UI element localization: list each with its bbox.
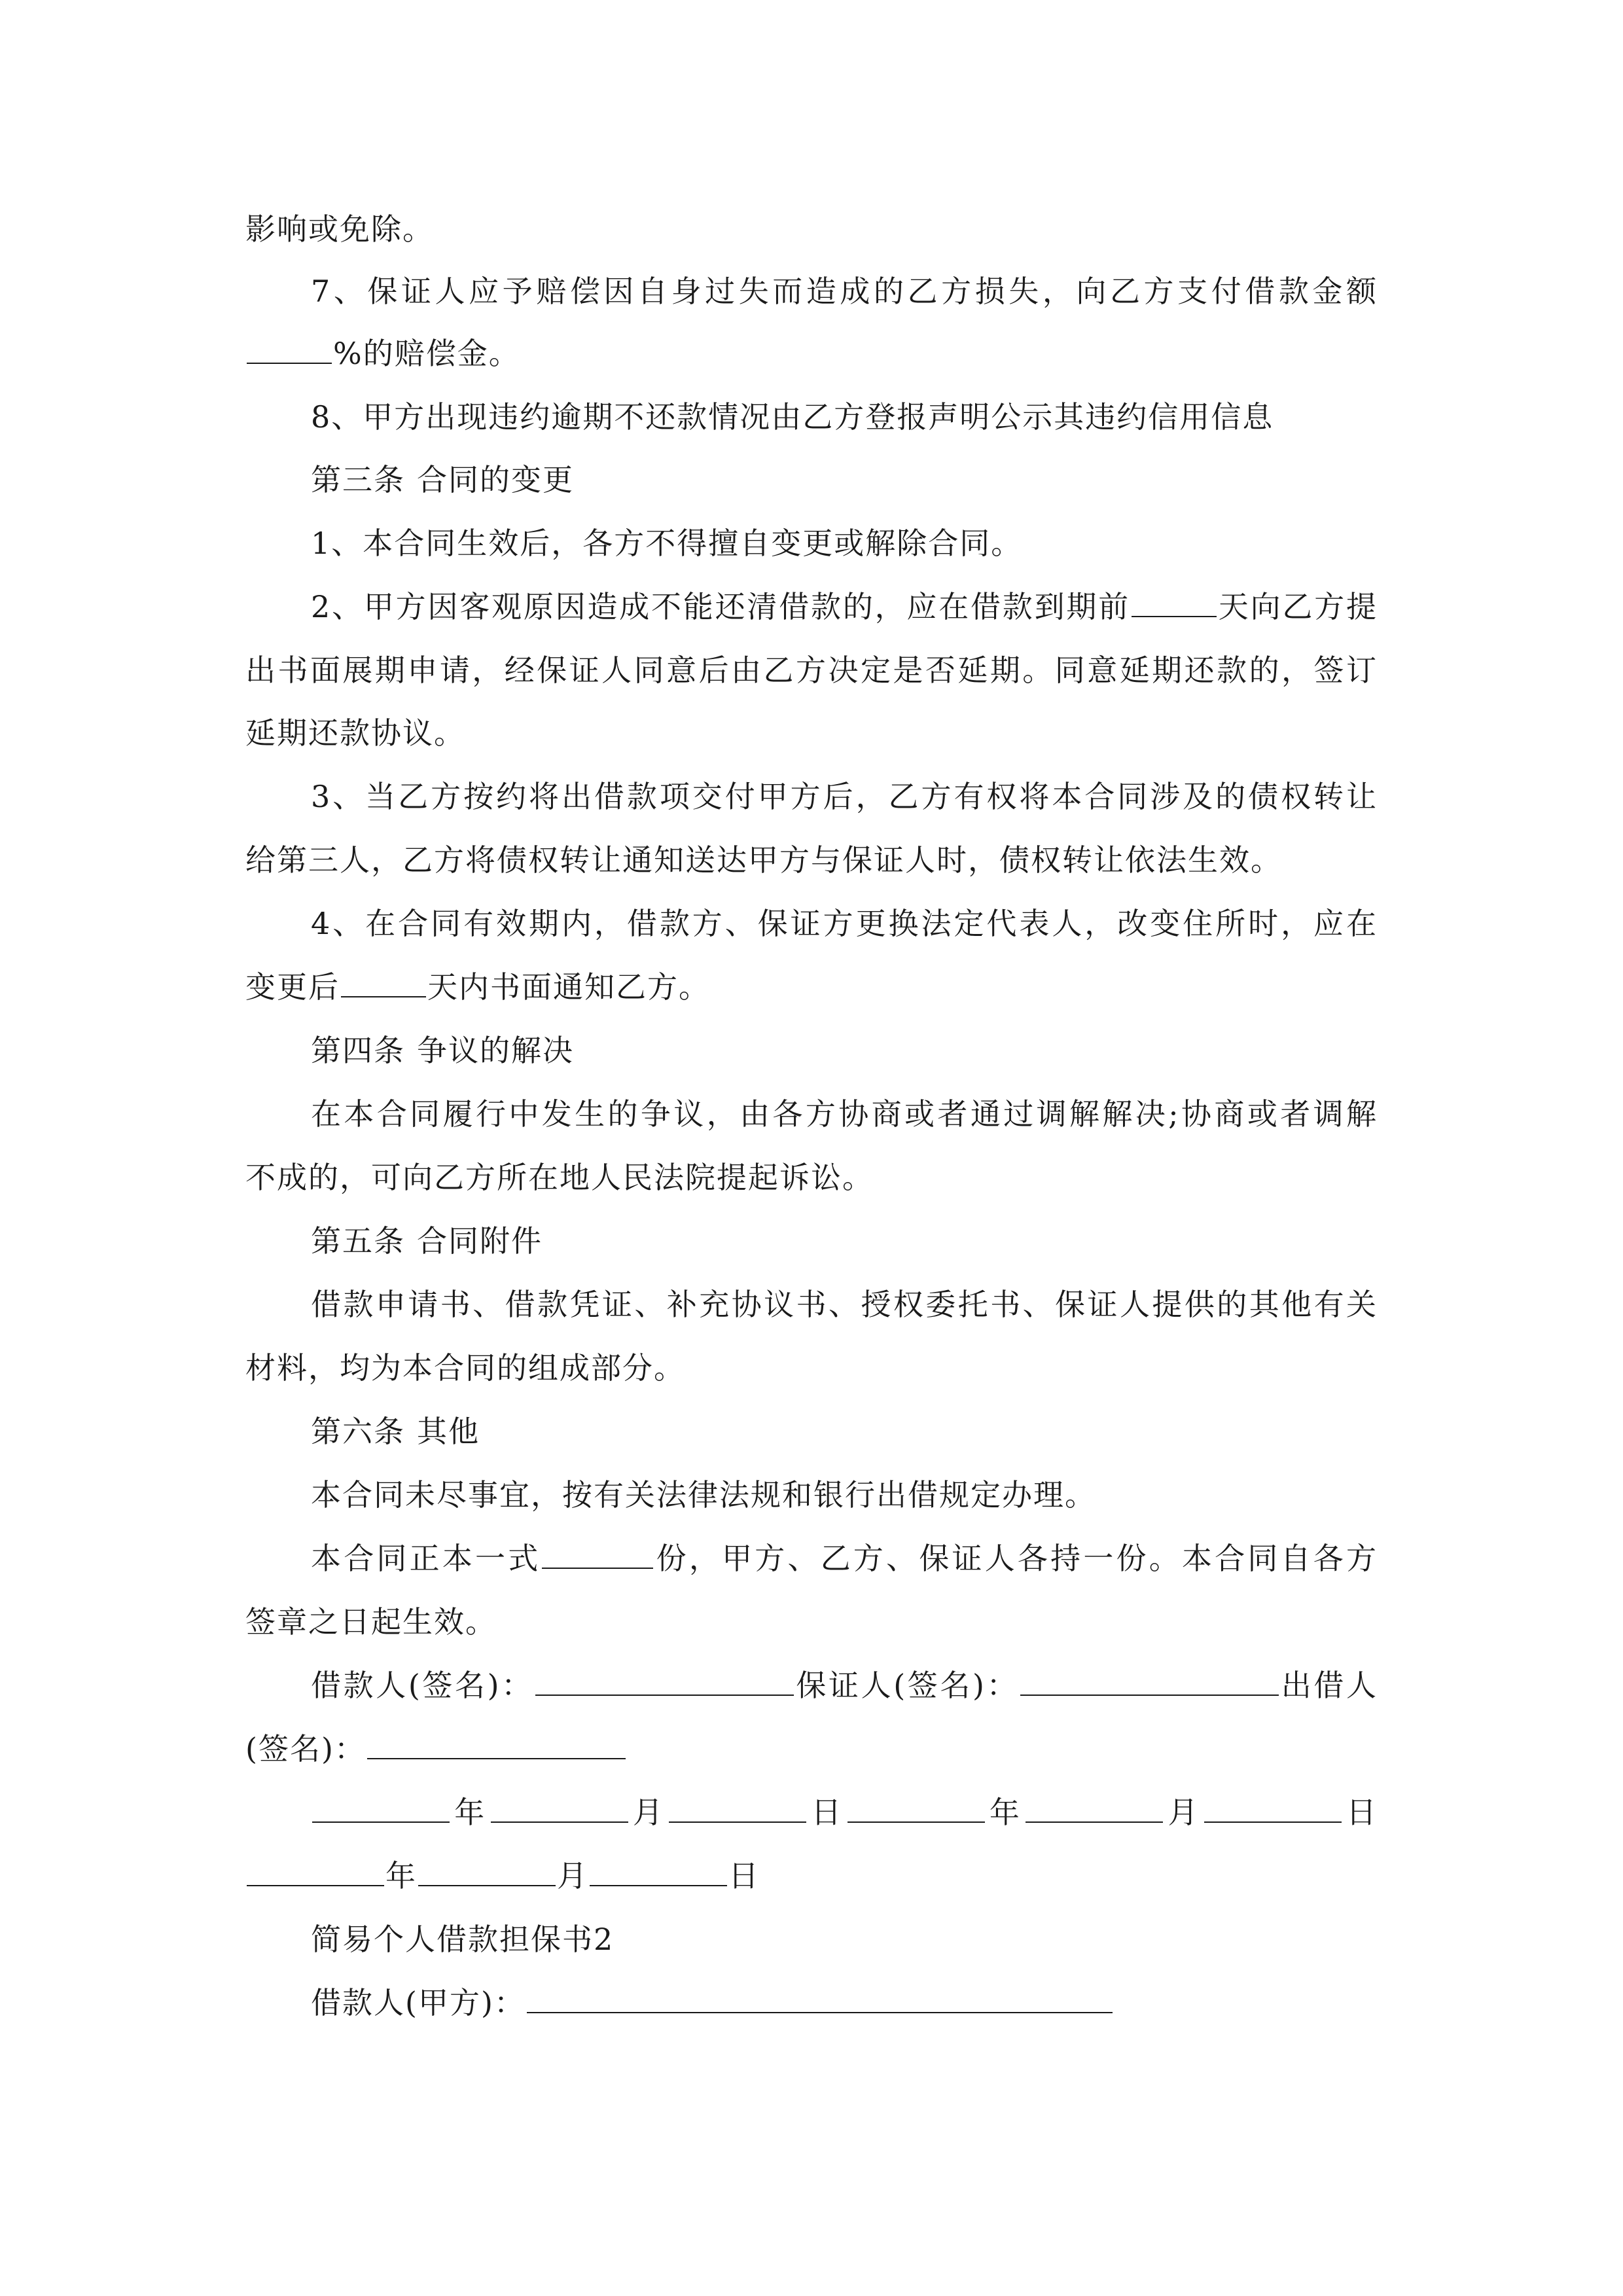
section-heading — [311, 1221, 1378, 1261]
date-blank — [418, 1856, 556, 1886]
day-label: 日 — [1342, 1795, 1378, 1830]
text: 在本合同履行中发生的争议，由各方协商或者通过调解解决;协商或者调解 — [311, 1096, 1378, 1132]
paragraph-line — [245, 651, 1378, 690]
text: 天内书面通知乙方。 — [427, 969, 710, 1005]
paragraph-line — [245, 334, 1378, 373]
section-heading — [311, 1412, 1378, 1451]
month-label: 月 — [1164, 1795, 1203, 1830]
year-label: 年 — [451, 1795, 490, 1830]
date-blank — [312, 1793, 450, 1823]
text: 简易个人借款担保书2 — [311, 1922, 615, 1957]
day-label: 日 — [728, 1858, 760, 1893]
text: 份，甲方、乙方、保证人各持一份。本合同自各方 — [654, 1541, 1378, 1576]
section-title: 合同附件 — [417, 1223, 543, 1259]
date-blank — [847, 1793, 985, 1823]
text: 4、在合同有效期内，借款方、保证方更换法定代表人，改变住所时，应在 — [311, 906, 1378, 941]
text: 出书面展期申请，经保证人同意后由乙方决定是否延期。同意延期还款的，签订 — [245, 653, 1378, 688]
text: 1、本合同生效后，各方不得擅自变更或解除合同。 — [311, 526, 1023, 561]
date-blank — [491, 1793, 628, 1823]
paragraph-line — [311, 1094, 1378, 1134]
text: 8、甲方出现违约逾期不还款情况由乙方登报声明公示其违约信用信息 — [311, 399, 1274, 435]
section-title: 其他 — [417, 1414, 480, 1449]
section-number: 第五条 — [311, 1223, 405, 1259]
fill-blank — [341, 967, 426, 997]
section-heading — [311, 1031, 1378, 1070]
date-line — [311, 1793, 1378, 1832]
date-line — [245, 1856, 1378, 1895]
text: 本合同未尽事宜，按有关法律法规和银行出借规定办理。 — [311, 1477, 1096, 1513]
document-title — [311, 1920, 1378, 1959]
section-title: 争议的解决 — [417, 1033, 574, 1068]
signature-line — [245, 1729, 1378, 1768]
text: 延期还款协议。 — [245, 715, 465, 751]
paragraph-line — [311, 904, 1378, 943]
text: 借款申请书、借款凭证、补充协议书、授权委托书、保证人提供的其他有关 — [311, 1287, 1378, 1322]
borrower-signature-label: 借款人(签名)： — [311, 1668, 534, 1703]
paragraph-line — [245, 209, 1378, 249]
section-number: 第三条 — [311, 462, 405, 497]
paragraph-line — [311, 777, 1378, 816]
date-blank — [669, 1793, 806, 1823]
signature-blank — [1020, 1666, 1279, 1696]
text: 签章之日起生效。 — [245, 1604, 497, 1640]
fill-blank — [542, 1539, 653, 1569]
signature-line — [311, 1666, 1378, 1705]
paragraph-line — [245, 967, 1378, 1007]
paragraph-line — [245, 840, 1378, 880]
text: 给第三人，乙方将债权转让通知送达甲方与保证人时，债权转让依法生效。 — [245, 842, 1282, 878]
year-label: 年 — [385, 1858, 417, 1893]
text: %的赔偿金。 — [333, 336, 520, 371]
section-title: 合同的变更 — [417, 462, 574, 497]
text: 影响或免除。 — [245, 211, 434, 247]
paragraph-line — [311, 1539, 1378, 1578]
signature-blank — [367, 1729, 626, 1759]
fill-blank — [527, 1983, 1113, 2013]
paragraph-line — [311, 272, 1378, 311]
lender-signature-label: 出借人 — [1280, 1668, 1378, 1703]
day-label: 日 — [808, 1795, 846, 1830]
text: 材料，均为本合同的组成部分。 — [245, 1350, 685, 1386]
date-blank — [1026, 1793, 1163, 1823]
fill-blank — [1132, 587, 1217, 617]
month-label: 月 — [629, 1795, 668, 1830]
paragraph-line — [245, 713, 1378, 753]
section-number: 第六条 — [311, 1414, 405, 1449]
text: (签名)： — [245, 1731, 366, 1767]
paragraph-line — [311, 1475, 1378, 1515]
paragraph-line — [245, 1348, 1378, 1388]
paragraph-line — [311, 397, 1378, 437]
text: 7、保证人应予赔偿因自身过失而造成的乙方损失，向乙方支付借款金额 — [311, 274, 1378, 309]
paragraph-line — [245, 1602, 1378, 1641]
text: 不成的，可向乙方所在地人民法院提起诉讼。 — [245, 1160, 874, 1195]
text: 3、当乙方按约将出借款项交付甲方后，乙方有权将本合同涉及的债权转让 — [311, 779, 1378, 814]
date-blank — [1204, 1793, 1342, 1823]
text: 2、甲方因客观原因造成不能还清借款的，应在借款到期前 — [311, 589, 1130, 624]
text: 本合同正本一式 — [311, 1541, 541, 1576]
paragraph-line — [311, 1983, 1378, 2022]
section-heading — [311, 460, 1378, 499]
paragraph-line — [311, 524, 1378, 563]
text: 天向乙方提 — [1218, 589, 1378, 624]
date-blank — [590, 1856, 727, 1886]
borrower-label: 借款人(甲方)： — [311, 1985, 526, 2020]
fill-blank — [247, 334, 332, 364]
guarantor-signature-label: 保证人(签名)： — [794, 1668, 1020, 1703]
date-blank — [247, 1856, 384, 1886]
year-label: 年 — [986, 1795, 1025, 1830]
section-number: 第四条 — [311, 1033, 405, 1068]
text: 变更后 — [245, 969, 340, 1005]
month-label: 月 — [557, 1858, 588, 1893]
paragraph-line — [311, 1285, 1378, 1324]
signature-blank — [535, 1666, 794, 1696]
paragraph-line — [245, 1158, 1378, 1197]
paragraph-line — [311, 587, 1378, 626]
